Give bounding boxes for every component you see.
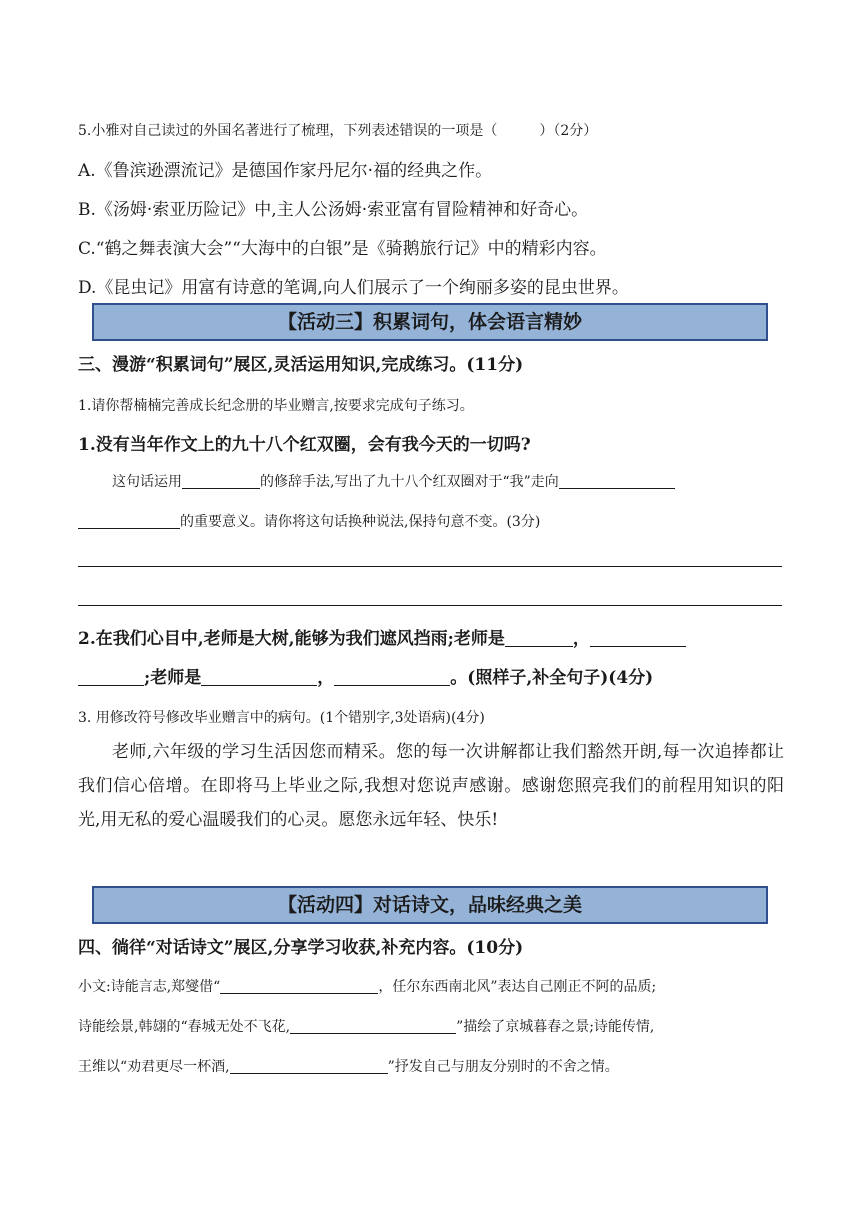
question-2-sep-1: ， [572,629,590,649]
poem-line-2-text-a: 诗能绘景,韩翃的“春城无处不飞花, [78,1019,291,1035]
poem-blank-2[interactable] [290,1019,456,1034]
farewell-passage: 老师,六年级的学习生活因您而精采。您的每一次讲解都让我们豁然开朗,每一次追捧都让我们信心倍增。在即将马上毕业之际,我想对您说声感谢。感谢您照亮我们的前程用知识的阳光,用无私的爱心温暖我们的心灵。愿您永远年轻、快乐! [78,742,784,830]
teacher-blank-4[interactable] [201,668,317,686]
poem-line-3-text-a: 王维以“劝君更尽一杯酒, [78,1059,230,1075]
question-5-option-c: C.“鹤之舞表演大会”“大海中的白银”是《骑鹅旅行记》中的精彩内容。 [78,239,607,259]
poem-line-2 [78,1016,654,1036]
question-5-option-d: D.《昆虫记》用富有诗意的笔调,向人们展示了一个绚丽多姿的昆虫世界。 [78,278,629,298]
question-1-line-1 [112,471,675,491]
rhetoric-blank[interactable] [182,474,260,489]
question-1-sentence: 1.没有当年作文上的九十八个红双圈，会有我今天的一切吗? [78,435,531,455]
section-3-title: 三、漫游“积累词句”展区,灵活运用知识,完成练习。(11分) [78,355,524,375]
poem-line-3-text-b: ”抒发自己与朋友分别时的不舍之情。 [387,1059,619,1075]
answer-line-2[interactable] [78,605,782,606]
question-2-line-1 [78,624,686,649]
poem-blank-3[interactable] [230,1059,388,1074]
question-1-text-c: 的重要意义。请你将这句话换种说法,保持句意不变。(3分) [180,514,541,530]
section-4-title: 四、徜徉“对话诗文”展区,分享学习收获,补充内容。(10分) [78,938,524,958]
teacher-blank-1[interactable] [505,629,573,647]
question-5-option-b: B.《汤姆·索亚历险记》中,主人公汤姆·索亚富有冒险精神和好奇心。 [78,200,589,220]
question-1-text-a: 这句话运用 [112,474,182,490]
question-1-text-b: 的修辞手法,写出了九十八个红双圈对于“我”走向 [260,474,559,490]
question-2-text-b: ;老师是 [144,668,202,688]
poem-line-1-text-a: 小文:诗能言志,郑燮借“ [78,979,221,995]
meaning-blank-1[interactable] [559,474,675,489]
section-3-intro: 1.请你帮楠楠完善成长纪念册的毕业赠言,按要求完成句子练习。 [78,398,474,414]
teacher-blank-5[interactable] [334,668,450,686]
question-5-stem: 5.小雅对自己读过的外国名著进行了梳理，下列表述错误的一项是（ ）（2分） [78,123,598,139]
activity-3-banner: 【活动三】积累词句，体会语言精妙 [92,303,768,341]
meaning-blank-2[interactable] [78,514,180,529]
question-5-option-a: A.《鲁滨逊漂流记》是德国作家丹尼尔·福的经典之作。 [78,161,493,181]
poem-line-1-text-b: ，任尔东西南北风”表达自己刚正不阿的品质; [378,979,657,995]
question-1-line-2 [78,511,540,531]
activity-4-banner: 【活动四】对话诗文，品味经典之美 [92,886,768,924]
question-2-sep-2: ， [317,668,335,688]
teacher-blank-2[interactable] [590,629,686,647]
poem-blank-1[interactable] [220,979,378,994]
question-2-text-a: 2.在我们心目中,老师是大树,能够为我们遮风挡雨;老师是 [78,629,505,649]
answer-line-1[interactable] [78,566,782,567]
teacher-blank-3[interactable] [78,668,144,686]
poem-line-2-text-b: ”描绘了京城暮春之景;诗能传情, [456,1019,655,1035]
poem-line-3 [78,1056,619,1076]
poem-line-1 [78,976,656,996]
question-3-stem: 3. 用修改符号修改毕业赠言中的病句。(1个错别字,3处语病)(4分) [78,710,485,726]
question-2-text-c: 。(照样子,补全句子)(4分) [450,668,654,688]
question-2-line-2 [78,663,653,688]
